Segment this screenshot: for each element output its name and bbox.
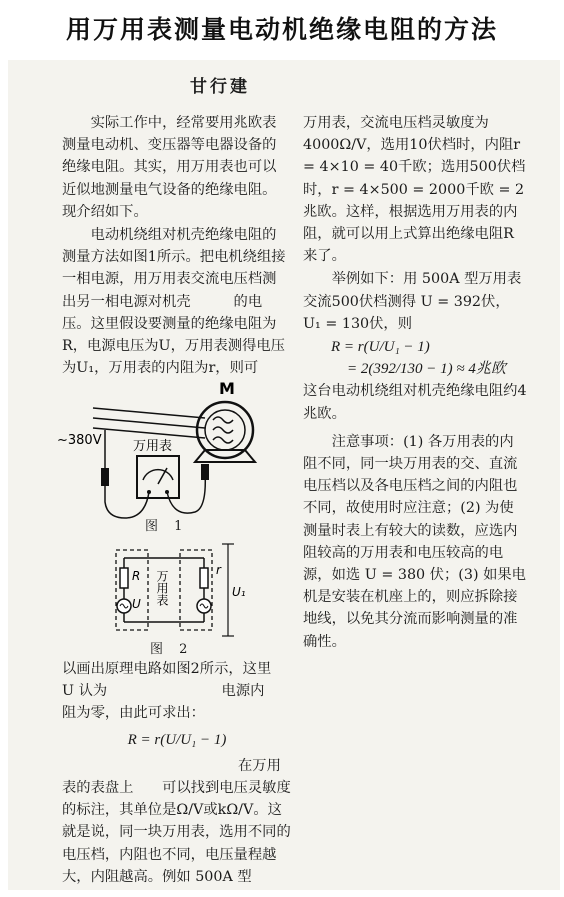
- resistor-r-icon: [200, 568, 208, 588]
- left-column: [62, 112, 288, 380]
- multimeter-label: 万用表: [133, 439, 173, 454]
- label-meter-vertical: 万用表: [155, 570, 169, 606]
- paragraph-sensitivity-line-1: 在万用: [238, 757, 281, 774]
- paragraph-circuit-line-3: 阻为零，由此可求出：: [62, 705, 205, 722]
- figure-1-caption: 图 1: [145, 519, 189, 534]
- paragraph-method: 电动机绕组对机壳绝缘电阻的测量方法如图1所示。把电机绕组接一相电源，用万用表交流电压档测出另一相电源对机壳 的电压。这里假设要测量的绝缘电阻为R，电源电压为U，万用表测得电压为U₁，万用表的内阻为r，则可: [62, 227, 286, 377]
- paragraph-intro: 实际工作中，经常要用兆欧表测量电动机、变压器等电器设备的绝缘电阻。其实，用万用表也可以近似地测量电气设备的绝缘电阻。现介绍如下。: [62, 115, 277, 220]
- article-title: 用万用表测量电动机绝缘电阻的方法: [65, 15, 498, 44]
- formula-3: = 2(392/130 − 1) ≈ 4兆欧: [347, 361, 506, 378]
- label-r: r: [216, 563, 221, 577]
- paragraph-circuit-line-2: U 认为 电源内: [62, 683, 265, 700]
- paragraph-sensitivity: 表的表盘上 可以找到电压灵敏度的标注，其单位是Ω/V或kΩ/V。这就是说，同一块万用表，选用不同的电压档，内阻也不同，电压量程越大，内阻越高。例如 500A 型: [62, 780, 291, 885]
- multimeter-icon: [137, 456, 179, 498]
- formula-1: R = r(U/U₁ − 1): [127, 731, 227, 748]
- label-U: U: [132, 597, 141, 611]
- motor-label: M: [219, 379, 235, 398]
- paragraph-circuit-line-1: 以画出原理电路如图2所示，这里: [62, 661, 272, 677]
- paragraph-meter-resistance: 万用表，交流电压档灵敏度为4000Ω/V，选用10伏档时，内阻r = 4×10 = 40千欧；选用500伏档时，r = 4×500 = 2000千欧 = 2兆欧。这样，根据选用万用表的内阻，就可以用上式算出绝缘电阻R来了。: [303, 115, 526, 265]
- paragraph-example: 举例如下：用 500A 型万用表交流500伏档测得 U = 392伏，U₁ = 130伏，则: [303, 271, 522, 332]
- label-U1: U₁: [232, 585, 246, 599]
- figure-1-diagram: [55, 372, 295, 532]
- resistor-R-icon: [120, 568, 128, 588]
- formula-2: R = r(U/U₁ − 1): [331, 339, 430, 356]
- right-column: [303, 112, 527, 654]
- paragraph-result: 这台电动机绕组对机壳绝缘电阻约4兆欧。: [303, 383, 527, 422]
- source-label: ~380V: [57, 433, 102, 448]
- label-R: R: [132, 569, 141, 583]
- figure-2-caption: 图 2: [150, 642, 194, 657]
- author-name: 甘行建: [190, 77, 250, 97]
- left-column-lower: [62, 658, 292, 888]
- paragraph-notes: 注意事项：(1) 各万用表的内阻不同，同一块万用表的交、直流电压档以及各电压档之间的内阻也不同，故使用时应注意；(2) 为使测量时表上有较大的读数，应选内阻较高的万用表和电压较高的电源，如选 U = 380 伏；(3) 如果电机是安装在机座上的，则应拆除接地线，以免其分流而影响测量的准确性。: [303, 433, 526, 650]
- figure-2-circuit: [100, 540, 260, 645]
